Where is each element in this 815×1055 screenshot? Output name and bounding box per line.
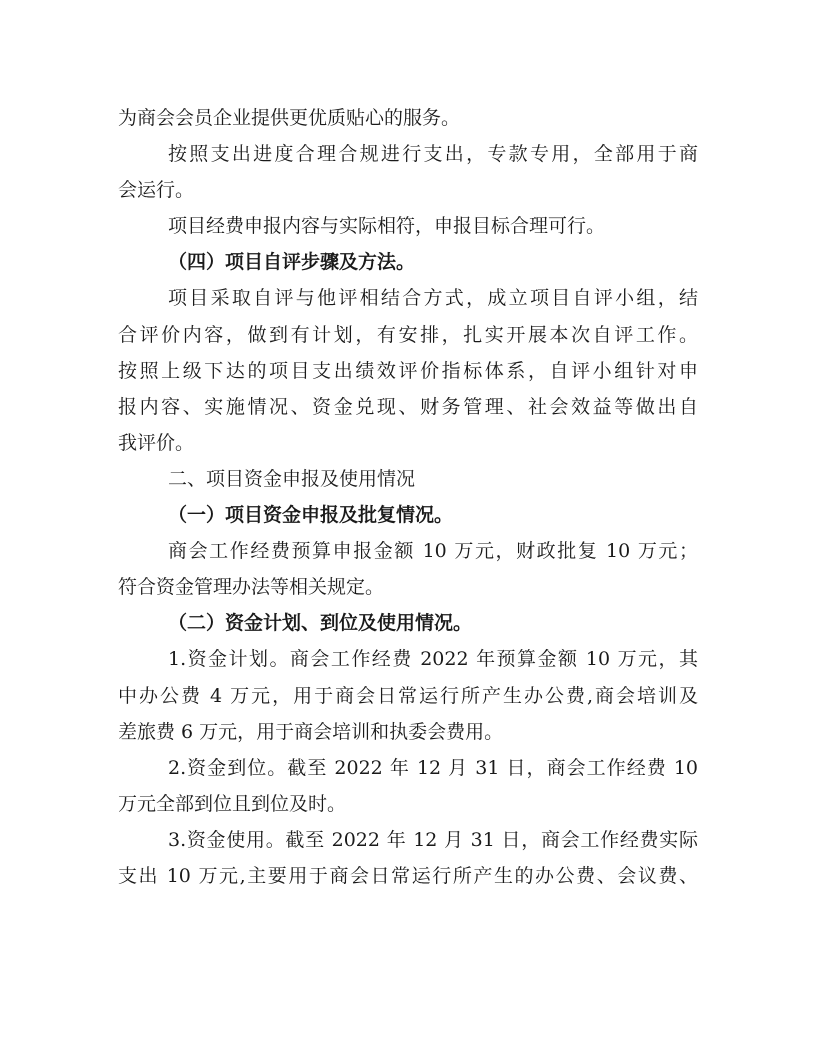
section-subheading: （二）资金计划、到位及使用情况。 (168, 612, 473, 635)
paragraph-line: 中办公费 4 万元，用于商会日常运行所产生办公费,商会培训及 (118, 684, 698, 707)
paragraph-line: 报内容、实施情况、资金兑现、财务管理、社会效益等做出自 (118, 395, 698, 418)
paragraph-line: 按照上级下达的项目支出绩效评价指标体系，自评小组针对申 (118, 359, 698, 382)
section-subheading: （四）项目自评步骤及方法。 (168, 251, 416, 274)
paragraph-line: 我评价。 (118, 431, 195, 454)
section-subheading: （一）项目资金申报及批复情况。 (168, 504, 454, 527)
paragraph-line: 商会工作经费预算申报金额 10 万元，财政批复 10 万元； (168, 540, 698, 563)
paragraph-line: 2.资金到位。截至 2022 年 12 月 31 日，商会工作经费 10 (168, 756, 698, 779)
paragraph-line: 会运行。 (118, 179, 195, 202)
paragraph-line: 支出 10 万元,主要用于商会日常运行所产生的办公费、会议费、 (118, 864, 698, 887)
paragraph-line: 万元全部到位且到位及时。 (118, 792, 347, 815)
paragraph-line: 为商会会员企业提供更优质贴心的服务。 (118, 107, 461, 129)
paragraph-line: 1.资金计划。商会工作经费 2022 年预算金额 10 万元，其 (168, 648, 698, 671)
paragraph-line: 符合资金管理办法等相关规定。 (118, 576, 385, 599)
paragraph-line: 项目采取自评与他评相结合方式，成立项目自评小组，结 (168, 287, 698, 310)
paragraph-line: 3.资金使用。截至 2022 年 12 月 31 日，商会工作经费实际 (168, 828, 698, 851)
document-body (118, 100, 698, 894)
paragraph-line: 项目经费申报内容与实际相符，申报目标合理可行。 (168, 215, 606, 238)
paragraph-line: 按照支出进度合理合规进行支出，专款专用，全部用于商 (168, 143, 698, 166)
paragraph-line: 差旅费 6 万元，用于商会培训和执委会费用。 (118, 720, 504, 743)
paragraph-line: 合评价内容，做到有计划，有安排，扎实开展本次自评工作。 (118, 323, 698, 346)
section-heading: 二、项目资金申报及使用情况 (168, 467, 416, 490)
